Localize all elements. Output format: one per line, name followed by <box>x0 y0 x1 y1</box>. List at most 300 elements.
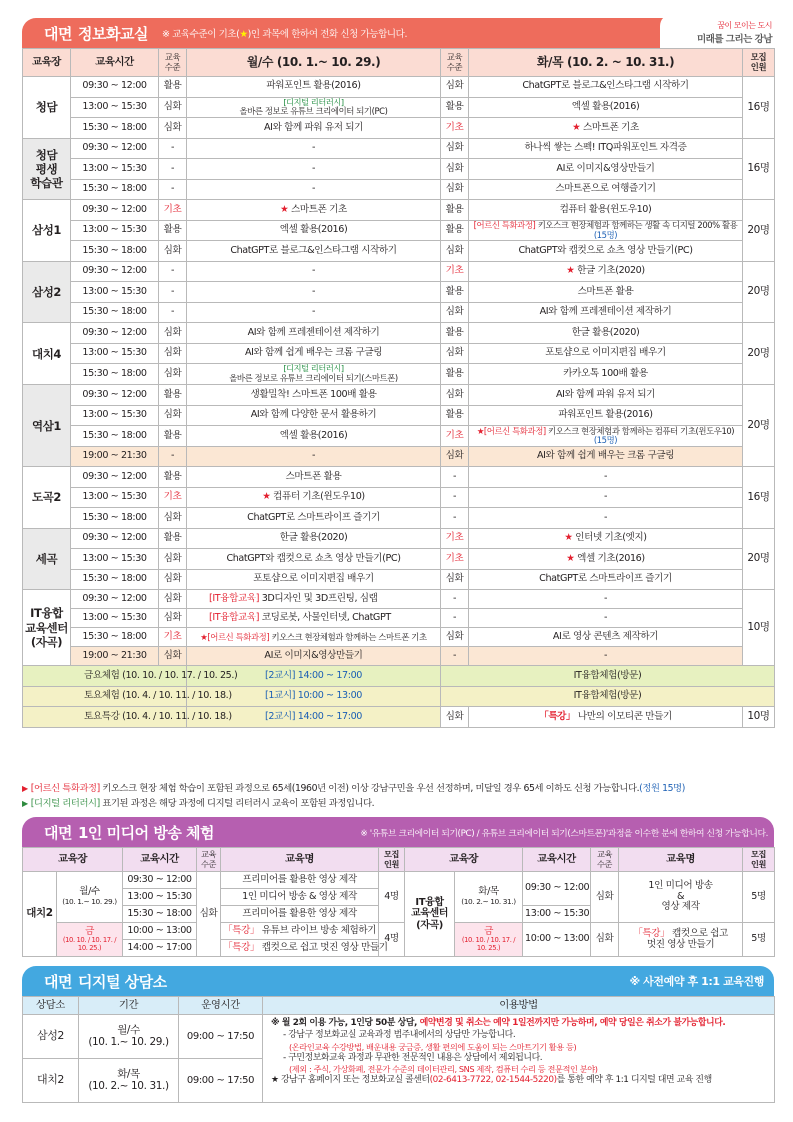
media-time: 14:00 ~ 17:00 <box>123 940 197 957</box>
table-row <box>23 405 775 426</box>
course-cell <box>469 138 743 159</box>
level-cell: 심화 <box>441 628 469 647</box>
media-left-day2-label: 금 <box>85 925 94 937</box>
section2-header <box>22 817 774 847</box>
course-name: - <box>311 306 316 318</box>
footnote-digital <box>22 795 374 809</box>
table-row <box>23 302 775 323</box>
media-right-level1: 심화 <box>591 872 619 923</box>
media-course <box>221 940 388 957</box>
header-capacity: 모집 인원 <box>743 49 775 77</box>
table-row <box>23 343 775 364</box>
time-cell: 13:00 ~ 15:30 <box>71 97 159 118</box>
media-course-text: 캡컷으로 쉽고 멋진 영상 만들기 <box>261 941 388 953</box>
center-name: 도곡2 <box>23 467 71 529</box>
table-row <box>23 97 775 118</box>
course-name: 올바른 정보로 유튜브 크리에이터 되기(스마트폰) <box>229 372 398 383</box>
level-cell: 활용 <box>441 282 469 303</box>
course-cell <box>469 77 743 98</box>
header-level-2: 교육 수준 <box>591 848 619 872</box>
table-row <box>23 508 775 529</box>
capacity-cell: 20명 <box>743 200 775 262</box>
time-cell: 15:30 ~ 18:00 <box>71 508 159 529</box>
media-time: 13:00 ~ 15:30 <box>123 889 197 906</box>
time-cell: 09:30 ~ 12:00 <box>71 138 159 159</box>
course-cell <box>469 159 743 180</box>
header-center: 교육장 <box>23 49 71 77</box>
level-cell: 활용 <box>159 528 187 549</box>
time-cell: 09:30 ~ 12:00 <box>71 385 159 406</box>
course-name: - <box>311 285 316 297</box>
header-capacity: 모집 인원 <box>379 848 405 872</box>
level-cell: 심화 <box>441 159 469 180</box>
course-cell <box>469 241 743 262</box>
level-cell: 심화 <box>441 179 469 200</box>
logo-line1: 꿈이 모이는 도시 <box>717 21 772 30</box>
course-cell <box>469 569 743 590</box>
media-left-center: 대치2 <box>23 872 57 957</box>
section2-title-text: 1인 미디어 방송 체험 <box>77 823 215 842</box>
level-cell: - <box>159 282 187 303</box>
time-cell: 09:30 ~ 12:00 <box>71 467 159 488</box>
course-cell <box>469 323 743 344</box>
time-cell: 13:00 ~ 15:30 <box>71 549 159 570</box>
counsel-table <box>22 996 775 1103</box>
course-cell <box>469 647 743 666</box>
section1-note <box>162 26 407 40</box>
course-cell <box>187 405 441 426</box>
course-cell <box>469 364 743 385</box>
footnote-senior <box>22 780 685 794</box>
section1-title <box>44 23 148 44</box>
footnote-senior-tag: [어르신 특화과정] <box>30 783 100 794</box>
capacity-cell: 20명 <box>743 528 775 590</box>
time-cell: 09:30 ~ 12:00 <box>71 261 159 282</box>
course-cell <box>469 528 743 549</box>
course-cell <box>469 446 743 467</box>
table-row <box>23 426 775 447</box>
course-name: 3D디자인 및 3D프린팅, 심랩 <box>261 592 378 604</box>
table-row <box>23 159 775 180</box>
course-name: - <box>603 592 608 604</box>
capacity-cell: 20명 <box>743 385 775 467</box>
course-cell <box>187 467 441 488</box>
course-name: - <box>603 470 608 482</box>
course-cell <box>187 508 441 529</box>
media-left-day1-label: 월/수 <box>79 886 100 898</box>
senior-tag: [어르신 특화과정] <box>473 220 536 231</box>
course-cell <box>187 323 441 344</box>
counsel-hours: 09:00 ~ 17:50 <box>179 1059 263 1103</box>
counsel-days: 월/수 <box>117 1023 140 1036</box>
table-header-row <box>23 49 775 77</box>
course-name: 스마트폰으로 여행즐기기 <box>555 183 656 195</box>
header-time-2: 교육시간 <box>523 848 591 872</box>
level-cell: 기초 <box>441 261 469 282</box>
time-cell: 13:00 ~ 15:30 <box>71 343 159 364</box>
table-header-row <box>23 848 775 872</box>
table-header-row <box>23 997 775 1015</box>
table-row <box>23 200 775 221</box>
time-cell: 09:30 ~ 12:00 <box>71 200 159 221</box>
info-class-table <box>22 48 775 728</box>
usage-line1-b: 예약변경 및 취소는 예약 1일전까지만 가능하며, 예약 당일은 취소가 불가능합니다. <box>419 1018 726 1028</box>
level-cell: 심화 <box>159 97 187 118</box>
course-cell <box>187 590 441 609</box>
course-cell <box>469 707 743 728</box>
course-cell <box>469 426 743 447</box>
course-name: 코딩로봇, 사물인터넷, ChatGPT <box>261 611 391 623</box>
course-cell <box>469 405 743 426</box>
counsel-days: 화/목 <box>117 1067 140 1080</box>
time-cell: 15:30 ~ 18:00 <box>71 118 159 139</box>
table-row <box>23 487 775 508</box>
media-table <box>22 847 775 957</box>
section3-title <box>44 971 167 992</box>
table-row <box>23 686 775 707</box>
header-center-2: 교육장 <box>405 848 523 872</box>
media-left-day2-sub: (10. 10. / 10. 17. / 10. 25.) <box>62 936 117 952</box>
table-row <box>23 1015 775 1059</box>
usage-line6 <box>271 1075 766 1087</box>
table-row <box>23 118 775 139</box>
star-icon: ★ <box>566 265 578 277</box>
level-cell: 기초 <box>159 200 187 221</box>
level-cell: 심화 <box>159 647 187 666</box>
table-row <box>23 569 775 590</box>
usage-line6-a: ★ 강남구 홈페이지 또는 정보화교실 콜센터 <box>271 1075 430 1086</box>
section3-header <box>22 966 774 996</box>
media-time: 10:00 ~ 13:00 <box>523 923 591 957</box>
triangle-icon: ▶ <box>22 799 28 808</box>
course-name: - <box>311 142 316 154</box>
course-name: AI로 영상 콘텐츠 제작하기 <box>552 630 659 642</box>
footnote-digital-tag: [디지털 리터러시] <box>30 798 100 809</box>
course-name: 포토샵으로 이미지편집 배우기 <box>253 573 374 585</box>
course-cell <box>187 609 441 628</box>
course-name: 키오스크 현장체험과 함께하는 컴퓨터 기초(윈도우10) <box>548 425 735 436</box>
media-course <box>221 923 379 940</box>
course-name: 스마트폰 활용 <box>577 285 634 297</box>
course-name: 컴퓨터 활용(윈도우10) <box>559 203 652 215</box>
usage-line1 <box>271 1018 766 1030</box>
level-cell: 심화 <box>441 77 469 98</box>
course-name: - <box>603 491 608 503</box>
media-left-cap1: 4명 <box>379 872 405 923</box>
section1-pre: 대면 <box>44 24 72 43</box>
level-cell: 심화 <box>159 569 187 590</box>
special-tag: 「특강」 <box>223 941 260 953</box>
course-name: 엑셀 활용(2016) <box>279 224 348 236</box>
level-cell: 심화 <box>159 364 187 385</box>
table-row <box>23 364 775 385</box>
star-icon: ★ <box>476 425 484 436</box>
course-cell <box>187 97 441 118</box>
media-left-day2 <box>57 923 123 957</box>
header-monwed: 월/수 (10. 1.~ 10. 29.) <box>187 49 441 77</box>
media-time: 10:00 ~ 13:00 <box>123 923 197 940</box>
section3-title-text: 디지털 상담소 <box>77 972 167 991</box>
time-cell: 15:30 ~ 18:00 <box>71 302 159 323</box>
usage-line3: (온라인교육 수강방법, 배운내용 궁금증, 생활 편의에 도움이 되는 스마트기기 활용 등) <box>289 1041 577 1052</box>
capacity-cell: 16명 <box>743 138 775 200</box>
course-name: 올바른 정보로 유튜브 크리에이터 되기(PC) <box>239 105 388 116</box>
course-name: 스마트폰 활용 <box>285 470 342 482</box>
level-cell: 기초 <box>441 118 469 139</box>
header-level: 교육 수준 <box>197 848 221 872</box>
time-cell: 15:30 ~ 18:00 <box>71 364 159 385</box>
it-tag: [IT융합교육] <box>209 611 260 623</box>
level-cell: - <box>159 138 187 159</box>
usage-line6-c: 를 통한 예약 후 1:1 디지털 대면 교육 진행 <box>556 1075 712 1086</box>
media-right-day2-label: 금 <box>484 925 493 937</box>
star-icon: ★ <box>564 532 576 544</box>
media-course-text: 유튜브 라이브 방송 체험하기 <box>261 924 377 936</box>
footnote-senior-cap: (정원 15명) <box>639 783 685 794</box>
course-name: - <box>603 511 608 523</box>
time-cell: 15:30 ~ 18:00 <box>71 569 159 590</box>
course-cell <box>187 261 441 282</box>
table-row <box>23 549 775 570</box>
header-tuethu: 화/목 (10. 2. ~ 10. 31.) <box>469 49 743 77</box>
level-cell: - <box>159 261 187 282</box>
course-name: AI로 이미지&영상만들기 <box>264 649 363 661</box>
course-name: 키오스크 현장체험과 함께하는 생활 속 디지털 200% 활용 <box>537 220 738 231</box>
time-cell: 13:00 ~ 15:30 <box>71 282 159 303</box>
course-cell <box>187 569 441 590</box>
star-icon: ★ <box>280 203 291 215</box>
section1-note-pre: ※ 교육수준이 기초( <box>161 29 240 40</box>
level-cell: - <box>441 590 469 609</box>
table-row <box>23 220 775 241</box>
media-right-day1 <box>455 872 523 923</box>
media-right-cap1: 5명 <box>743 872 775 923</box>
course-name: ChatGPT로 블로그&인스타그램 시작하기 <box>522 80 689 92</box>
level-cell: 활용 <box>441 364 469 385</box>
level-cell: 기초 <box>159 628 187 647</box>
table-row <box>23 923 775 940</box>
time-cell: 09:30 ~ 12:00 <box>71 528 159 549</box>
header-time: 교육시간 <box>71 49 159 77</box>
header-course-2: 교육명 <box>619 848 743 872</box>
level-cell: 심화 <box>441 446 469 467</box>
header-period: 기간 <box>79 997 179 1015</box>
table-row <box>23 323 775 344</box>
center-name: 대치4 <box>23 323 71 385</box>
table-row <box>23 179 775 200</box>
course-name: - <box>603 611 608 623</box>
experience-label <box>23 686 232 707</box>
media-left-cap2: 4명 <box>379 923 405 957</box>
course-cell <box>469 549 743 570</box>
section1-title-text: 정보화교실 <box>77 24 148 43</box>
media-right-cap2: 5명 <box>743 923 775 957</box>
usage-line2: - 강남구 정보화교실 교육과정 범주내에서의 상담만 가능합니다. <box>283 1029 516 1040</box>
course-cell <box>187 220 441 241</box>
course-cell <box>469 467 743 488</box>
course-cell <box>469 343 743 364</box>
course-name: AI와 함께 프레젠테이션 제작하기 <box>247 326 380 338</box>
course-cell <box>469 97 743 118</box>
time-cell: 13:00 ~ 15:30 <box>71 159 159 180</box>
table-row <box>23 707 775 728</box>
course-cell <box>469 609 743 628</box>
course-cell <box>187 200 441 221</box>
section1-note-post: )인 과목에 한하여 전화 신청 가능합니다. <box>247 29 408 40</box>
level-cell: 기초 <box>441 528 469 549</box>
counsel-dates: (10. 2.~ 10. 31.) <box>88 1079 169 1092</box>
time-cell: 15:30 ~ 18:00 <box>71 179 159 200</box>
table-row <box>23 138 775 159</box>
counsel-hours: 09:00 ~ 17:50 <box>179 1015 263 1059</box>
header-course: 교육명 <box>221 848 379 872</box>
course-name: 한글 활용(2020) <box>571 326 640 338</box>
media-right-level2: 심화 <box>591 923 619 957</box>
course-cell <box>187 159 441 180</box>
course-name: 하나씩 쌓는 스펙! ITQ파워포인트 자격증 <box>524 142 687 154</box>
media-left-level: 심화 <box>197 872 221 957</box>
center-name: 청담 <box>23 77 71 139</box>
section2-pre: 대면 <box>44 823 72 842</box>
course-name: - <box>311 450 316 462</box>
course-cell <box>469 118 743 139</box>
section3-pre: 대면 <box>44 972 72 991</box>
course-name: AI와 함께 파워 유저 되기 <box>264 121 363 133</box>
experience-right: IT융합체험(방문) <box>441 686 775 707</box>
media-right-course2 <box>619 923 743 957</box>
experience-label-text: 금요체험 (10. 10. / 10. 17. / 10. 25.) <box>84 669 238 681</box>
course-name: - <box>311 183 316 195</box>
level-cell: 활용 <box>159 467 187 488</box>
level-cell: 심화 <box>159 549 187 570</box>
level-cell: 심화 <box>441 302 469 323</box>
star-icon: ★ <box>572 121 583 133</box>
course-cell <box>187 179 441 200</box>
capacity-cell: 16명 <box>743 77 775 139</box>
experience-label <box>23 707 232 728</box>
course-cell <box>469 302 743 323</box>
count-tag: (15명) <box>593 229 618 240</box>
course-name: 엑셀 활용(2016) <box>571 101 640 113</box>
table-row <box>23 241 775 262</box>
course-name: 스마트폰 기초 <box>291 203 347 215</box>
level-cell: - <box>441 487 469 508</box>
level-cell: - <box>441 647 469 666</box>
star-icon: ★ <box>200 631 208 642</box>
course-cell <box>187 343 441 364</box>
time-cell: 13:00 ~ 15:30 <box>71 609 159 628</box>
time-cell: 09:30 ~ 12:00 <box>71 77 159 98</box>
media-time: 09:30 ~ 12:00 <box>123 872 197 889</box>
course-cell <box>469 282 743 303</box>
level-cell: 심화 <box>159 590 187 609</box>
level-cell: - <box>159 302 187 323</box>
course-cell <box>187 446 441 467</box>
course-cell <box>187 241 441 262</box>
digital-literacy-tag: [디지털 리터러시] <box>283 363 344 374</box>
logo-line2: 미래를 그리는 강남 <box>696 34 772 45</box>
course-name: 한글 활용(2020) <box>279 532 348 544</box>
course-name: AI로 이미지&영상만들기 <box>556 162 655 174</box>
level-cell: 심화 <box>441 707 469 728</box>
special-tag: 「특강」 <box>633 927 670 939</box>
table-row <box>23 647 775 666</box>
level-cell: 활용 <box>441 97 469 118</box>
counsel-period <box>79 1015 179 1059</box>
time-cell: 13:00 ~ 15:30 <box>71 220 159 241</box>
course-name: - <box>311 162 316 174</box>
media-right-day1-label: 화/목 <box>478 886 499 898</box>
level-cell: 활용 <box>441 200 469 221</box>
course-cell <box>469 628 743 647</box>
course-name: 엑셀 기초(2016) <box>577 552 645 564</box>
course-cell <box>469 200 743 221</box>
course-cell <box>469 261 743 282</box>
level-cell: 심화 <box>159 323 187 344</box>
capacity-cell: 20명 <box>743 261 775 323</box>
special-tag: 「특강」 <box>539 710 576 722</box>
course-name: 키오스크 현장체험과 함께하는 스마트폰 기초 <box>271 631 427 642</box>
time-cell: 13:00 ~ 15:30 <box>71 405 159 426</box>
level-cell: 심화 <box>441 343 469 364</box>
level-cell: 활용 <box>159 426 187 447</box>
course-name: AI와 함께 프레젠테이션 제작하기 <box>539 306 672 318</box>
section2-note: ※ '유튜브 크리에이터 되기(PC) / 유튜브 크리에이터 되기(스마트폰)'과정을 이수한 분에 한하여 신청 가능합니다. <box>360 828 768 839</box>
course-cell <box>187 647 441 666</box>
course-cell <box>187 628 441 647</box>
course-name: - <box>603 649 608 661</box>
media-right-course1: 1인 미디어 방송 & 영상 제작 <box>619 872 743 923</box>
table-row <box>23 261 775 282</box>
course-cell <box>469 179 743 200</box>
experience-time: [2교시] 14:00 ~ 17:00 <box>187 666 441 687</box>
media-right-center: IT융합 교육센터 (자곡) <box>405 872 455 957</box>
experience-time: [2교시] 14:00 ~ 17:00 <box>187 707 441 728</box>
media-right-day2 <box>455 923 523 957</box>
media-right-day2-sub: (10. 10. / 10. 17. / 10. 25.) <box>461 936 516 952</box>
course-cell <box>187 528 441 549</box>
center-name: IT융합 교육센터 (자곡) <box>23 590 71 666</box>
course-cell <box>469 220 743 241</box>
media-right-course2-text: 캡컷으로 쉽고 멋진 영상 만들기 <box>646 927 728 950</box>
level-cell: - <box>159 159 187 180</box>
time-cell: 15:30 ~ 18:00 <box>71 628 159 647</box>
counsel-office: 대치2 <box>23 1059 79 1103</box>
level-cell: 심화 <box>159 241 187 262</box>
experience-time: [1교시] 10:00 ~ 13:00 <box>187 686 441 707</box>
course-name: 포토샵으로 이미지편집 배우기 <box>545 347 666 359</box>
table-row <box>23 77 775 98</box>
course-name: 인터넷 기초(엣지) <box>575 532 647 544</box>
senior-tag: [어르신 특화과정] <box>483 425 546 436</box>
level-cell: 활용 <box>159 77 187 98</box>
course-cell <box>187 282 441 303</box>
course-cell <box>187 364 441 385</box>
table-row <box>23 528 775 549</box>
usage-line4: - 구민정보화교육 과정과 무관한 전문적인 내용은 상담에서 제외됩니다. <box>283 1052 543 1063</box>
time-cell: 13:00 ~ 15:30 <box>71 487 159 508</box>
level-cell: 심화 <box>159 118 187 139</box>
experience-right: IT융합체험(방문) <box>441 666 775 687</box>
time-cell: 09:30 ~ 12:00 <box>71 590 159 609</box>
level-cell: 활용 <box>159 220 187 241</box>
table-row <box>23 872 775 889</box>
experience-label <box>23 666 238 687</box>
level-cell: 활용 <box>441 405 469 426</box>
level-cell: 활용 <box>159 385 187 406</box>
course-name: ChatGPT로 스마트라이프 즐기기 <box>539 573 672 585</box>
usage-line5: (제외 : 주식, 가상화폐, 전문가 수준의 데이터관리, SNS 제작, 컴퓨터 수리 등 전문적인 분야) <box>289 1064 598 1075</box>
